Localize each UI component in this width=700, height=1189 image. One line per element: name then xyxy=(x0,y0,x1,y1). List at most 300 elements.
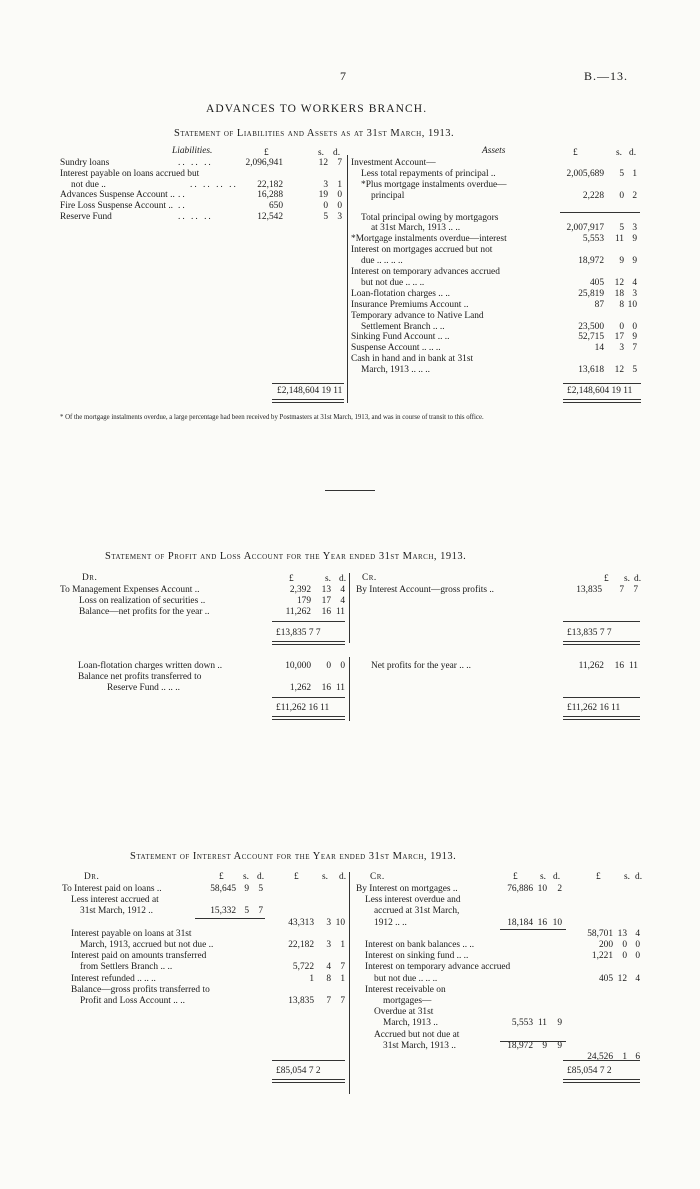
amount: 650 xyxy=(268,201,283,212)
amount: 0 xyxy=(340,661,345,671)
row-label: Overdue at 31st xyxy=(374,1007,434,1018)
table-row xyxy=(356,906,640,917)
amount: 0 xyxy=(323,201,328,212)
liabilities-total: £2,148,604 19 11 xyxy=(277,386,343,396)
amount: 1 xyxy=(309,973,314,984)
amount: 3 xyxy=(323,179,328,190)
amount: 9 xyxy=(619,256,624,267)
table-row xyxy=(62,951,347,962)
amount: 10 xyxy=(335,917,345,928)
table-row xyxy=(60,596,346,607)
amount: 1 xyxy=(632,168,637,179)
table-row xyxy=(60,190,345,201)
amount: 18,184 xyxy=(507,917,533,928)
table-row xyxy=(78,672,346,683)
table-row xyxy=(62,962,347,973)
amount: 2 xyxy=(632,190,637,201)
amount: 10 xyxy=(552,917,562,928)
amount: 13,835 xyxy=(576,585,602,595)
amount: 18 xyxy=(614,288,624,299)
total-rule xyxy=(563,1060,640,1061)
row-label: Interest payable on loans accrued but xyxy=(60,168,200,179)
amount: 17 xyxy=(614,332,624,343)
table-row xyxy=(351,158,640,169)
row-label: due .. .. .. .. xyxy=(361,256,403,267)
amount: 11 xyxy=(628,661,638,671)
amount: 405 xyxy=(589,277,604,288)
row-label: Loss on realization of securities .. xyxy=(79,595,206,606)
amount: 0 xyxy=(622,951,627,962)
amount: 5 xyxy=(632,365,637,376)
amount: 9 xyxy=(557,1018,562,1029)
amount: 12 xyxy=(617,973,627,984)
amount: 16,288 xyxy=(257,190,283,201)
column-rule xyxy=(349,872,350,1094)
amount: 76,886 xyxy=(507,884,533,894)
amount: 5,553 xyxy=(582,234,604,245)
total-rule xyxy=(272,383,344,384)
column-rule xyxy=(349,657,350,721)
table-row xyxy=(356,962,640,973)
total-rule xyxy=(272,621,345,622)
debit-heading: Dr. xyxy=(82,573,98,583)
row-label: Fire Loss Suspense Account .. xyxy=(60,201,174,212)
amount: 1 xyxy=(622,1052,627,1062)
amount: 405 xyxy=(598,973,613,984)
row-label: accrued at 31st March, xyxy=(374,906,460,917)
table-row xyxy=(356,1052,640,1063)
row-label: from Settlers Branch .. .. xyxy=(80,962,173,973)
row-label: Interest on temporary advances accrued xyxy=(351,267,500,277)
amount: 0 xyxy=(337,201,342,212)
amount: 15,332 xyxy=(210,906,236,917)
page-title: ADVANCES TO WORKERS BRANCH. xyxy=(206,103,428,115)
table-row xyxy=(62,929,347,940)
table-row xyxy=(78,683,346,694)
amount: 11,262 xyxy=(285,606,311,617)
table-row xyxy=(351,289,640,300)
amount: 0 xyxy=(326,661,331,671)
row-label: Insurance Premiums Account .. xyxy=(351,299,469,310)
amount: 200 xyxy=(598,940,613,950)
amount: 2,228 xyxy=(582,190,604,201)
table-row xyxy=(351,169,640,180)
column-rule xyxy=(347,155,348,403)
amount: 9 xyxy=(557,1040,562,1051)
row-label: mortgages— xyxy=(383,996,432,1006)
amount: 24,526 xyxy=(587,1052,613,1062)
currency-header: s. xyxy=(318,148,324,158)
table-row xyxy=(351,213,640,224)
row-label: Balance—net profits for the year .. xyxy=(79,606,210,617)
row-label: *Plus mortgage instalments overdue— xyxy=(361,179,507,190)
table-row xyxy=(371,661,639,672)
amount: 0 xyxy=(622,940,627,950)
amount: 2,007,917 xyxy=(566,223,604,234)
row-label: but not due .. .. .. xyxy=(361,277,425,288)
row-label: Interest refunded .. .. .. xyxy=(71,973,156,984)
table-row xyxy=(60,585,346,596)
amount: 58,645 xyxy=(210,884,236,894)
amount: 7 xyxy=(326,996,331,1006)
row-label: 31st March, 1913 .. xyxy=(383,1040,456,1051)
table-row xyxy=(351,223,640,234)
table-row xyxy=(356,929,640,940)
amount: 4 xyxy=(340,595,345,606)
amount: 4 xyxy=(635,973,640,984)
currency-header: £ xyxy=(264,148,269,158)
total-rule xyxy=(563,383,641,384)
amount: 4 xyxy=(340,585,345,595)
amount: 19 xyxy=(318,190,328,201)
table-row xyxy=(60,169,345,180)
amount: 3 xyxy=(632,288,637,299)
amount: 58,701 xyxy=(587,928,613,939)
currency-header: d. xyxy=(634,574,642,584)
currency-header: £ xyxy=(219,872,224,882)
amount: 6 xyxy=(635,1052,640,1062)
amount: 1,262 xyxy=(289,682,311,693)
currency-header: d. xyxy=(257,872,265,882)
row-label: Sinking Fund Account .. .. xyxy=(351,332,450,343)
currency-header: s. xyxy=(322,872,328,882)
total-double-rule xyxy=(272,399,344,403)
currency-header: d. xyxy=(553,872,561,882)
amount: 3 xyxy=(619,343,624,354)
amount: 5,722 xyxy=(292,962,314,973)
total-rule xyxy=(563,621,640,622)
leader-dots: .. .. .. xyxy=(178,212,213,222)
table-row xyxy=(62,895,347,906)
table-row xyxy=(62,985,347,996)
amount: 0 xyxy=(632,321,637,332)
amount: 17 xyxy=(321,595,331,606)
table-row xyxy=(62,996,347,1007)
amount: 3 xyxy=(337,212,342,222)
table-row xyxy=(351,278,640,289)
row-label: By Interest Account—gross profits .. xyxy=(356,585,495,595)
table-row xyxy=(351,332,640,343)
table-row xyxy=(60,607,346,618)
amount: 0 xyxy=(635,951,640,962)
amount: 7 xyxy=(632,343,637,354)
currency-header: s. xyxy=(616,148,622,158)
credit-heading: Cr. xyxy=(370,872,385,882)
total-double-rule xyxy=(272,641,345,645)
row-label: Less total repayments of principal .. xyxy=(361,168,496,179)
amount: 1 xyxy=(337,179,342,190)
currency-header: s. xyxy=(540,872,546,882)
assets-total: £2,148,604 19 11 xyxy=(567,386,633,396)
amount: 7 xyxy=(340,962,345,973)
amount: 2,005,689 xyxy=(566,168,604,179)
table-row xyxy=(60,212,345,223)
amount: 9 xyxy=(632,332,637,343)
amount: 1 xyxy=(340,973,345,984)
amount: 11,262 xyxy=(578,661,604,671)
section-divider xyxy=(325,490,375,491)
row-label: Interest on mortgages accrued but not xyxy=(351,245,493,256)
amount: 3 xyxy=(326,940,331,950)
currency-header: d. xyxy=(635,872,643,882)
amount: 5 xyxy=(258,884,263,894)
amount: 1,221 xyxy=(591,951,613,962)
table-row xyxy=(351,202,640,213)
amount: 7 xyxy=(337,158,342,168)
currency-header: d. xyxy=(339,872,347,882)
amount: 10,000 xyxy=(285,661,311,671)
table-row xyxy=(351,234,640,245)
amount: 7 xyxy=(633,585,638,595)
table-row xyxy=(351,300,640,311)
liabilities-heading: Liabilities. xyxy=(172,146,213,156)
amount: 16 xyxy=(614,661,624,671)
currency-header: d. xyxy=(629,148,637,158)
table-row xyxy=(351,180,640,191)
total-double-rule xyxy=(563,1079,640,1083)
amount: 9 xyxy=(632,256,637,267)
table-row xyxy=(351,365,640,376)
table-row xyxy=(356,985,640,996)
table-row xyxy=(60,201,345,212)
row-label: Interest on bank balances .. .. xyxy=(365,940,475,950)
total-double-rule xyxy=(272,716,345,720)
row-label: 1912 .. .. xyxy=(374,917,407,928)
amount: 0 xyxy=(619,321,624,332)
interest-title: Statement of Interest Account for the Year ended 31st March, 1913. xyxy=(130,851,457,862)
row-label: Less interest overdue and xyxy=(365,895,461,906)
column-rule xyxy=(349,573,350,643)
credit-total: £85,054 7 2 xyxy=(567,1066,612,1076)
row-label: Total principal owing by mortgagors xyxy=(361,212,499,223)
amount: 8 xyxy=(619,299,624,310)
amount: 4 xyxy=(635,928,640,939)
amount: 4 xyxy=(326,962,331,973)
table-row xyxy=(356,1030,640,1041)
pl-title: Statement of Profit and Loss Account for the Year ended 31st March, 1913. xyxy=(105,551,467,562)
row-label: Loan-flotation charges .. .. xyxy=(351,288,451,299)
amount: 0 xyxy=(635,940,640,950)
row-label: Accrued but not due at xyxy=(374,1029,460,1040)
table-row xyxy=(78,661,346,672)
table-row xyxy=(356,918,640,929)
total-rule xyxy=(563,697,640,698)
amount: 7 xyxy=(619,585,624,595)
balance-sheet-footnote: * Of the mortgage instalments overdue, a large percentage had been received by Postmasters at 31st March, 1913, and was in course of transit to this office. xyxy=(60,414,484,421)
amount: 87 xyxy=(594,299,604,310)
leader-dots: .. xyxy=(178,201,187,212)
row-label: *Mortgage instalments overdue—interest xyxy=(351,234,507,245)
row-label: Suspense Account .. .. .. xyxy=(351,343,441,354)
total-rule xyxy=(272,1060,345,1061)
table-row xyxy=(351,267,640,278)
table-row xyxy=(62,940,347,951)
amount: 10 xyxy=(537,884,547,894)
amount: 7 xyxy=(258,906,263,917)
credit-total: £11,262 16 11 xyxy=(567,703,621,713)
row-label: Interest on temporary advance accrued xyxy=(365,962,511,973)
row-label: To Management Expenses Account .. xyxy=(60,585,200,595)
leader-dots: .. xyxy=(178,190,187,201)
total-double-rule xyxy=(563,716,640,720)
row-label: 31st March, 1912 .. xyxy=(80,906,153,917)
table-row xyxy=(356,895,640,906)
credit-total: £13,835 7 7 xyxy=(567,628,612,638)
debit-total: £11,262 16 11 xyxy=(276,703,330,713)
amount: 22,182 xyxy=(288,940,314,950)
table-row xyxy=(356,585,639,596)
table-row xyxy=(351,245,640,256)
row-label: Balance net profits transferred to xyxy=(78,671,202,682)
row-label: Settlement Branch .. .. xyxy=(361,321,445,332)
table-row xyxy=(351,322,640,333)
table-row xyxy=(351,311,640,322)
total-double-rule xyxy=(563,641,640,645)
table-row xyxy=(60,158,345,169)
amount: 12 xyxy=(614,365,624,376)
amount: 9 xyxy=(244,884,249,894)
table-row xyxy=(62,974,347,985)
leader-dots: .. .. .. .. xyxy=(190,179,238,190)
amount: 11 xyxy=(537,1018,547,1029)
currency-header: £ xyxy=(573,148,578,158)
amount: 3 xyxy=(326,917,331,928)
amount: 52,715 xyxy=(578,332,604,343)
table-row xyxy=(351,343,640,354)
amount: 8 xyxy=(326,973,331,984)
amount: 14 xyxy=(594,343,604,354)
credit-heading: Cr. xyxy=(362,573,377,583)
amount: 18,972 xyxy=(507,1040,533,1051)
amount: 23,500 xyxy=(578,321,604,332)
amount: 179 xyxy=(296,595,311,606)
currency-header: £ xyxy=(513,872,518,882)
row-label: at 31st March, 1913 .. .. xyxy=(371,223,461,234)
table-row xyxy=(356,974,640,985)
amount: 0 xyxy=(337,190,342,201)
table-row xyxy=(356,1041,640,1052)
balance-sheet-title: Statement of Liabilities and Assets as at 31st March, 1913. xyxy=(174,128,455,139)
table-row xyxy=(62,884,347,895)
row-label: but not due .. .. .. xyxy=(374,973,438,984)
table-row xyxy=(351,256,640,267)
amount: 16 xyxy=(321,682,331,693)
row-label: Cash in hand and in bank at 31st xyxy=(351,354,474,365)
amount: 13,835 xyxy=(288,996,314,1006)
total-double-rule xyxy=(272,1079,345,1083)
debit-total: £13,835 7 7 xyxy=(276,628,321,638)
row-label: Profit and Loss Account .. .. xyxy=(80,996,185,1006)
row-label: Advances Suspense Account .. xyxy=(60,190,175,201)
amount: 18,972 xyxy=(578,256,604,267)
currency-header: s. xyxy=(624,872,630,882)
currency-header: £ xyxy=(289,574,294,584)
row-label: principal xyxy=(371,190,405,201)
amount: 22,182 xyxy=(257,179,283,190)
amount: 2,096,941 xyxy=(245,158,283,168)
amount: 5 xyxy=(619,223,624,234)
amount: 13 xyxy=(617,928,627,939)
table-row xyxy=(60,180,345,191)
amount: 13,618 xyxy=(578,365,604,376)
subtotal-rule xyxy=(195,918,265,919)
subtotal-rule xyxy=(500,929,566,930)
row-label: Interest payable on loans at 31st xyxy=(71,928,192,939)
amount: 25,819 xyxy=(578,288,604,299)
table-row xyxy=(356,1018,640,1029)
table-row xyxy=(356,1007,640,1018)
table-row xyxy=(356,940,640,951)
debit-total: £85,054 7 2 xyxy=(276,1066,321,1076)
amount: 4 xyxy=(632,277,637,288)
row-label: Sundry loans xyxy=(60,158,110,168)
amount: 5,553 xyxy=(511,1018,533,1029)
row-label: Less interest accrued at xyxy=(71,895,159,906)
total-rule xyxy=(272,697,345,698)
row-label: Interest paid on amounts transferred xyxy=(71,951,207,962)
currency-header: d. xyxy=(339,574,347,584)
amount: 2 xyxy=(557,884,562,894)
row-label: Loan-flotation charges written down .. xyxy=(78,661,223,671)
table-row xyxy=(356,996,640,1007)
amount: 10 xyxy=(627,299,637,310)
amount: 13 xyxy=(321,585,331,595)
currency-header: £ xyxy=(294,872,299,882)
amount: 11 xyxy=(335,682,345,693)
table-row xyxy=(356,884,640,895)
amount: 5 xyxy=(619,168,624,179)
row-label: not due .. xyxy=(71,179,106,190)
currency-header: £ xyxy=(596,872,601,882)
row-label: Interest on sinking fund .. .. xyxy=(365,951,469,962)
amount: 2,392 xyxy=(289,585,311,595)
amount: 7 xyxy=(340,996,345,1006)
row-label: Investment Account— xyxy=(351,158,436,168)
amount: 5 xyxy=(244,906,249,917)
amount: 1 xyxy=(340,940,345,950)
row-label: Reserve Fund xyxy=(60,212,112,222)
amount: 5 xyxy=(323,212,328,222)
table-row xyxy=(351,354,640,365)
page-number: 7 xyxy=(340,69,346,83)
amount: 9 xyxy=(632,234,637,245)
amount: 11 xyxy=(335,606,345,617)
row-label: To Interest paid on loans .. xyxy=(62,884,162,894)
amount: 16 xyxy=(537,917,547,928)
currency-header: s. xyxy=(325,574,331,584)
table-row xyxy=(356,951,640,962)
total-double-rule xyxy=(563,399,641,403)
row-label: Reserve Fund .. .. .. xyxy=(107,682,180,693)
amount: 11 xyxy=(614,234,624,245)
row-label: March, 1913, accrued but not due .. xyxy=(80,940,214,950)
table-row xyxy=(62,918,347,929)
amount: 3 xyxy=(632,223,637,234)
amount: 12 xyxy=(614,277,624,288)
amount: 0 xyxy=(619,190,624,201)
row-label: Interest receivable on xyxy=(365,984,446,995)
amount: 12 xyxy=(318,158,328,168)
debit-heading: Dr. xyxy=(84,872,100,882)
amount: 9 xyxy=(542,1040,547,1051)
amount: 16 xyxy=(321,606,331,617)
assets-heading: Assets xyxy=(482,146,506,156)
amount: 12,542 xyxy=(257,212,283,222)
row-label: March, 1913 .. xyxy=(383,1018,438,1029)
row-label: Temporary advance to Native Land xyxy=(351,310,484,321)
table-row xyxy=(62,906,347,917)
row-label: Net profits for the year .. .. xyxy=(371,661,471,671)
